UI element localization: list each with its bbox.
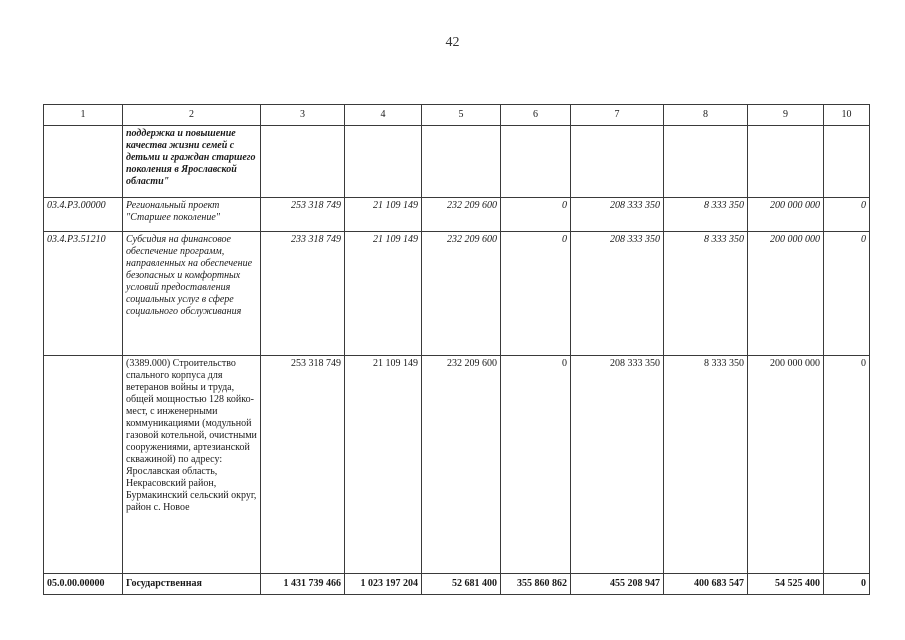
row-value: [422, 126, 501, 198]
row-name: Субсидия на финансовое обеспечение программ, направленных на обеспечение безопасных и комфортных условий предоставления социальных услуг в сфере социального обслуживания: [123, 232, 261, 356]
column-header: 6: [501, 105, 571, 126]
row-value: 232 209 600: [422, 198, 501, 232]
row-value: 208 333 350: [571, 232, 664, 356]
row-value: 355 860 862: [501, 574, 571, 595]
column-header: 7: [571, 105, 664, 126]
row-value: 0: [824, 232, 870, 356]
page-number: 42: [445, 35, 460, 50]
row-value: 8 333 350: [664, 232, 748, 356]
row-value: 21 109 149: [345, 198, 422, 232]
column-header: 1: [44, 105, 123, 126]
row-value: 253 318 749: [261, 356, 345, 574]
row-value: 0: [501, 356, 571, 574]
row-name: (3389.000) Строительство спального корпуса для ветеранов войны и труда, общей мощностью 128 койко-мест, с инженерными коммуникациями (модульной газовой котельной, очистными сооружениями, артезианской скважиной) по адресу: Ярославская область, Некрасовский район, Бурмакинский сельский округ, район с. Новое: [123, 356, 261, 574]
row-value: 21 109 149: [345, 356, 422, 574]
row-value: 1 023 197 204: [345, 574, 422, 595]
row-value: 0: [824, 198, 870, 232]
row-value: [824, 126, 870, 198]
row-value: [571, 126, 664, 198]
row-value: 52 681 400: [422, 574, 501, 595]
row-value: 400 683 547: [664, 574, 748, 595]
row-value: 233 318 749: [261, 232, 345, 356]
row-value: [748, 126, 824, 198]
column-header: 2: [123, 105, 261, 126]
row-value: 0: [501, 232, 571, 356]
row-code: 03.4.P3.51210: [44, 232, 123, 356]
column-header: 8: [664, 105, 748, 126]
table-row: [44, 574, 870, 595]
row-value: 8 333 350: [664, 198, 748, 232]
row-value: [664, 126, 748, 198]
row-name: Региональный проект "Старшее поколение": [123, 198, 261, 232]
column-header: 5: [422, 105, 501, 126]
row-code: 03.4.P3.00000: [44, 198, 123, 232]
row-value: 200 000 000: [748, 198, 824, 232]
row-value: 0: [824, 356, 870, 574]
table-row: [44, 232, 870, 356]
row-value: 208 333 350: [571, 356, 664, 574]
row-value: 455 208 947: [571, 574, 664, 595]
row-value: 232 209 600: [422, 232, 501, 356]
table-row: [44, 198, 870, 232]
row-name: Государственная: [123, 574, 261, 595]
column-header: 10: [824, 105, 870, 126]
row-value: 208 333 350: [571, 198, 664, 232]
column-header: 4: [345, 105, 422, 126]
table-row: [44, 356, 870, 574]
row-value: [345, 126, 422, 198]
row-value: 1 431 739 466: [261, 574, 345, 595]
row-code: 05.0.00.00000: [44, 574, 123, 595]
row-value: 54 525 400: [748, 574, 824, 595]
row-value: 200 000 000: [748, 356, 824, 574]
row-value: 8 333 350: [664, 356, 748, 574]
row-value: 232 209 600: [422, 356, 501, 574]
table-row: [44, 126, 870, 198]
row-name: поддержка и повышение качества жизни семей с детьми и граждан старшего поколения в Ярославской области": [123, 126, 261, 198]
row-code: [44, 126, 123, 198]
column-number-row: [44, 105, 870, 126]
row-code: [44, 356, 123, 574]
row-value: 253 318 749: [261, 198, 345, 232]
column-header: 9: [748, 105, 824, 126]
row-value: [501, 126, 571, 198]
column-header: 3: [261, 105, 345, 126]
budget-table: [43, 104, 870, 595]
row-value: 200 000 000: [748, 232, 824, 356]
row-value: [261, 126, 345, 198]
row-value: 0: [824, 574, 870, 595]
row-value: 21 109 149: [345, 232, 422, 356]
row-value: 0: [501, 198, 571, 232]
